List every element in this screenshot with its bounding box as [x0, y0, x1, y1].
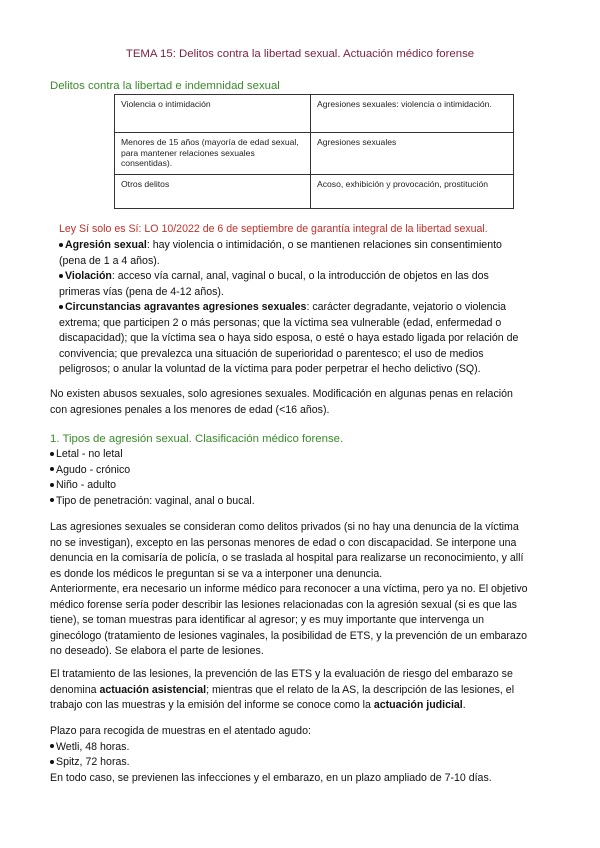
text-line: es donde los médicos le preguntan si se va a interponer una denuncia. — [50, 567, 383, 580]
paragraph-abusos — [50, 387, 560, 418]
list-item-continuation: peligrosos; o anular la voluntad de la víctima para poder perpetrar el hecho delictivo (SQ). — [59, 363, 481, 375]
bullet-icon — [50, 744, 54, 748]
text-line — [50, 698, 560, 714]
text-line: no se investigan), excepto en las personas menores de edad o con discapacidad. Se interpone una — [50, 536, 517, 549]
table-cell: Menores de 15 años (mayoría de edad sexual, para mantener relaciones sexuales consentidas). — [115, 133, 311, 175]
text-line — [50, 683, 560, 699]
list-item — [59, 238, 560, 254]
paragraph-delitos-privados — [50, 520, 560, 660]
list-item-text: Tipo de penetración: vaginal, anal o bucal. — [56, 494, 255, 507]
table-cell: Violencia o intimidación — [115, 95, 311, 133]
term-label: Violación — [65, 270, 112, 282]
list-item — [50, 740, 560, 756]
table-row — [115, 95, 514, 133]
table-cell: Acoso, exhibición y provocación, prostitución — [311, 175, 514, 209]
text-span: ; mientras que el relato de la AS, la descripción de las lesiones, el — [206, 683, 515, 696]
list-item-text: Letal - no letal — [56, 448, 123, 460]
list-item-text: Agudo - crónico — [56, 463, 131, 476]
text-line: médico forense sería poder describir las lesiones relacionadas con la agresión sexual (si es que las — [50, 598, 517, 611]
list-item-continuation: extrema; que participen 2 o más personas; que la víctima sea vulnerable (edad, enfermedad o — [59, 316, 502, 329]
list-item — [50, 755, 560, 771]
text-span: denomina — [50, 683, 100, 696]
list-item-continuation: convivencia; que prevalezca una situación de superioridad o parentesco; el uso de medios — [59, 347, 484, 360]
text-line: no deseado). Se elabora el parte de lesiones. — [50, 645, 264, 657]
text-line: En todo caso, se previenen las infecciones y el embarazo, en un plazo ampliado de 7-10 días. — [50, 771, 492, 784]
list-item — [50, 463, 560, 479]
list-item-text: Wetli, 48 horas. — [56, 740, 130, 753]
list-item-text: : hay violencia o intimidación, o se mantienen relaciones sin consentimiento — [146, 239, 502, 251]
bullet-icon — [50, 483, 54, 487]
term-label: Agresión sexual — [65, 239, 147, 251]
section-heading-tipos: 1. Tipos de agresión sexual. Clasificación médico forense. — [50, 433, 344, 445]
term-label: Circunstancias agravantes agresiones sexuales — [65, 301, 307, 313]
text-line: Plazo para recogida de muestras en el atentado agudo: — [50, 725, 311, 737]
bullet-list-types — [50, 447, 560, 509]
table-cell: Agresiones sexuales: violencia o intimidación. — [311, 95, 514, 133]
text-span: . — [462, 699, 466, 711]
list-item-continuation: primeras vías (pena de 4-12 años). — [59, 285, 224, 298]
list-item-text: Spitz, 72 horas. — [56, 756, 130, 768]
list-item — [50, 494, 560, 510]
bullet-icon — [50, 467, 54, 471]
list-item-continuation: discapacidad); que la víctima sea o haya sido esposa, o esté o haya estado ligada por relación de — [59, 332, 519, 344]
text-span: trabajo con las muestras y la emisión del informe se conoce como la — [50, 699, 374, 711]
text-line: Las agresiones sexuales se consideran como delitos privados (si no hay una denuncia de la víctima — [50, 521, 519, 533]
text-line: denuncia en la comisaría de policía, o se traslada al hospital para realizarse un reconocimiento, y allí — [50, 552, 524, 564]
text-line: con agresiones penales a los menores de edad (<16 años). — [50, 403, 330, 416]
paragraph-plazo — [50, 724, 560, 786]
bullet-icon — [50, 498, 54, 502]
bullet-icon — [50, 452, 54, 456]
table-row — [115, 133, 514, 175]
list-item — [59, 300, 560, 316]
bullet-list-definitions — [59, 238, 560, 378]
text-line: ginecólogo (tratamiento de lesiones vaginales, la posibilidad de ETS, y la prevención de un embarazo — [50, 629, 528, 642]
bullet-icon — [59, 305, 63, 309]
bullet-icon — [50, 760, 54, 764]
table-row — [115, 175, 514, 209]
table-cell: Otros delitos — [115, 175, 311, 209]
list-item-text: Niño - adulto — [56, 479, 117, 491]
term-actuacion-asistencial: actuación asistencial — [99, 683, 207, 696]
list-item — [50, 478, 560, 494]
list-item — [59, 269, 560, 285]
list-item — [50, 447, 560, 463]
list-item-continuation: (pena de 1 a 4 años). — [59, 254, 160, 267]
text-line: El tratamiento de las lesiones, la prevención de las ETS y la evaluación de riesgo del embarazo se — [50, 668, 513, 680]
list-item-text: : acceso vía carnal, anal, vaginal o bucal, o la introducción de objetos en las dos — [111, 270, 489, 282]
text-line: No existen abusos sexuales, solo agresiones sexuales. Modificación en algunas penas en relación — [50, 388, 513, 400]
term-actuacion-judicial: actuación judicial — [373, 699, 463, 711]
section-heading-delitos: Delitos contra la libertad e indemnidad sexual — [50, 80, 280, 92]
bullet-icon — [59, 274, 63, 278]
text-line: tiene), se toman muestras para identificar al agresor; y es muy importante que intervenga un — [50, 614, 484, 626]
law-reference: Ley Sí solo es Sí: LO 10/2022 de 6 de septiembre de garantía integral de la libertad sexual. — [59, 223, 488, 235]
bullet-icon — [59, 243, 63, 247]
text-line: Anteriormente, era necesario un informe médico para reconocer a una víctima, pero ya no. El objetivo — [50, 583, 528, 595]
list-item-text: : carácter degradante, vejatorio o violencia — [306, 301, 507, 313]
classification-table — [114, 94, 514, 209]
page-title: TEMA 15: Delitos contra la libertad sexual. Actuación médico forense — [125, 48, 475, 60]
table-cell: Agresiones sexuales — [311, 133, 514, 175]
paragraph-tratamiento — [50, 667, 560, 714]
